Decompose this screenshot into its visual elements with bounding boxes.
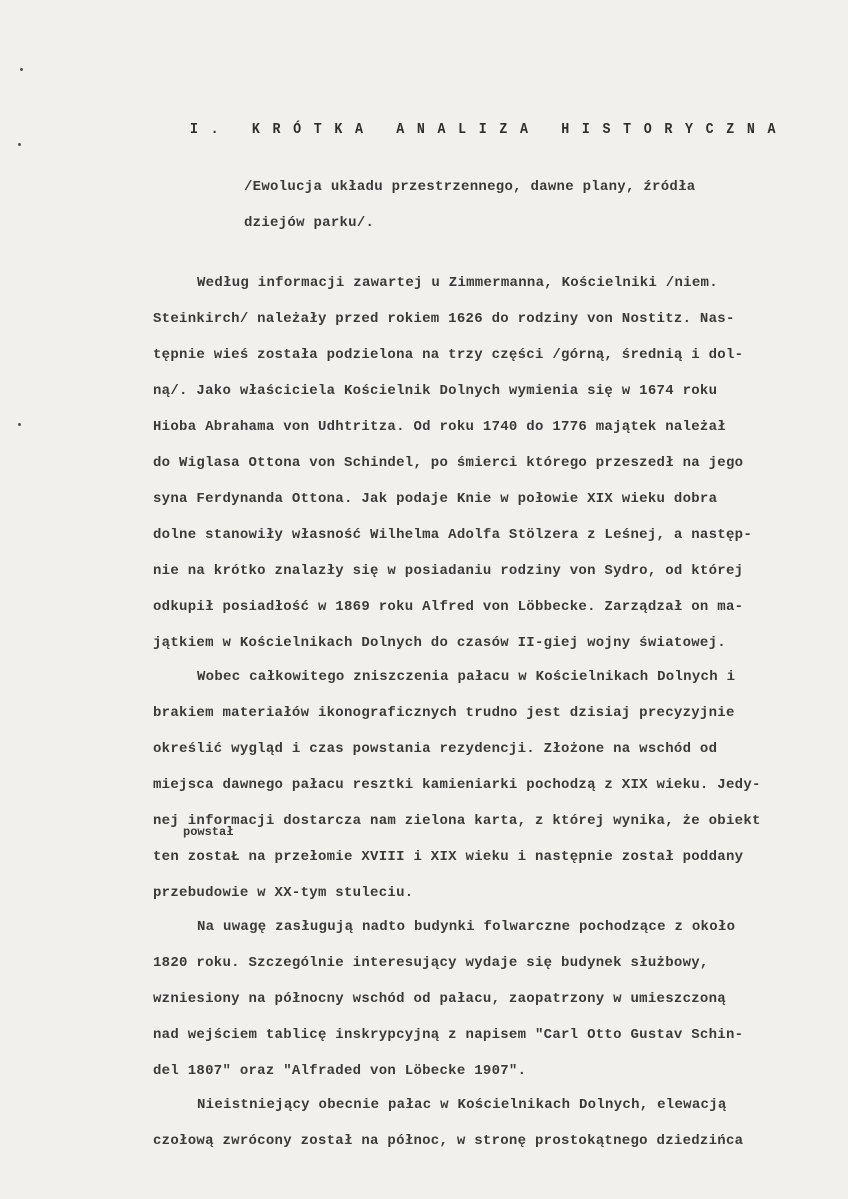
text-line: del 1807" oraz "Alfraded von Löbecke 1907". (153, 1063, 527, 1079)
text-line: Hioba Abrahama von Udhtritza. Od roku 1740 do 1776 majątek należał (153, 419, 726, 435)
text-line: nad wejściem tablicę inskrypcyjną z napisem "Carl Otto Gustav Schin- (153, 1027, 744, 1043)
text-line: odkupił posiadłość w 1869 roku Alfred von Löbbecke. Zarządzał on ma- (153, 599, 744, 615)
text-line: wzniesiony na północny wschód od pałacu, zaopatrzony w umieszczoną (153, 991, 726, 1007)
text-line: Na uwagę zasługują nadto budynki folwarczne pochodzące z około (197, 919, 736, 935)
text-line: miejsca dawnego pałacu resztki kamieniarki pochodzą z XIX wieku. Jedy- (153, 777, 761, 793)
text-line: Steinkirch/ należały przed rokiem 1626 do rodziny von Nostitz. Nas- (153, 311, 735, 327)
text-line: do Wiglasa Ottona von Schindel, po śmierci którego przeszedł na jego (153, 455, 744, 471)
text-line: czołową zwrócony został na północ, w stronę prostokątnego dziedzińca (153, 1133, 744, 1149)
margin-dot (18, 143, 21, 146)
subtitle-line: dziejów parku/. (244, 215, 375, 231)
text-line: 1820 roku. Szczególnie interesujący wydaje się budynek służbowy, (153, 955, 709, 971)
text-line: przebudowie w XX-tym stuleciu. (153, 885, 414, 901)
margin-dot (18, 423, 21, 426)
text-line: nej informacji dostarcza nam zielona karta, z której wynika, że obiekt (153, 813, 761, 829)
text-line: jątkiem w Kościelnikach Dolnych do czasów II-giej wojny światowej. (153, 635, 726, 651)
text-line: określić wygląd i czas powstania rezydencji. Złożone na wschód od (153, 741, 718, 757)
handwritten-insertion: powstał (183, 825, 234, 839)
text-line: Nieistniejący obecnie pałac w Kościelnikach Dolnych, elewacją (197, 1097, 727, 1113)
text-line: ną/. Jako właściciela Kościelnik Dolnych wymienia się w 1674 roku (153, 383, 718, 399)
margin-dot (20, 68, 23, 71)
text-line: ten zostaŁ na przełomie XVIII i XIX wieku i następnie został poddany (153, 849, 744, 865)
text-line: brakiem materiałów ikonograficznych trudno jest dzisiaj precyzyjnie (153, 705, 735, 721)
section-heading: I. KRÓTKA ANALIZA HISTORYCZNA (190, 121, 789, 138)
text-line: nie na krótko znalazły się w posiadaniu rodziny von Sydro, od której (153, 563, 744, 579)
subtitle-line: /Ewolucja układu przestrzennego, dawne plany, źródła (244, 179, 696, 195)
text-line: tępnie wieś została podzielona na trzy części /górną, średnią i dol- (153, 347, 744, 363)
text-line: syna Ferdynanda Ottona. Jak podaje Knie w połowie XIX wieku dobra (153, 491, 718, 507)
text-line: Wobec całkowitego zniszczenia pałacu w Kościelnikach Dolnych i (197, 669, 736, 685)
text-line: dolne stanowiły własność Wilhelma Adolfa Stölzera z Leśnej, a następ- (153, 527, 753, 543)
text-line: Według informacji zawartej u Zimmermanna, Kościelniki /niem. (197, 275, 718, 291)
